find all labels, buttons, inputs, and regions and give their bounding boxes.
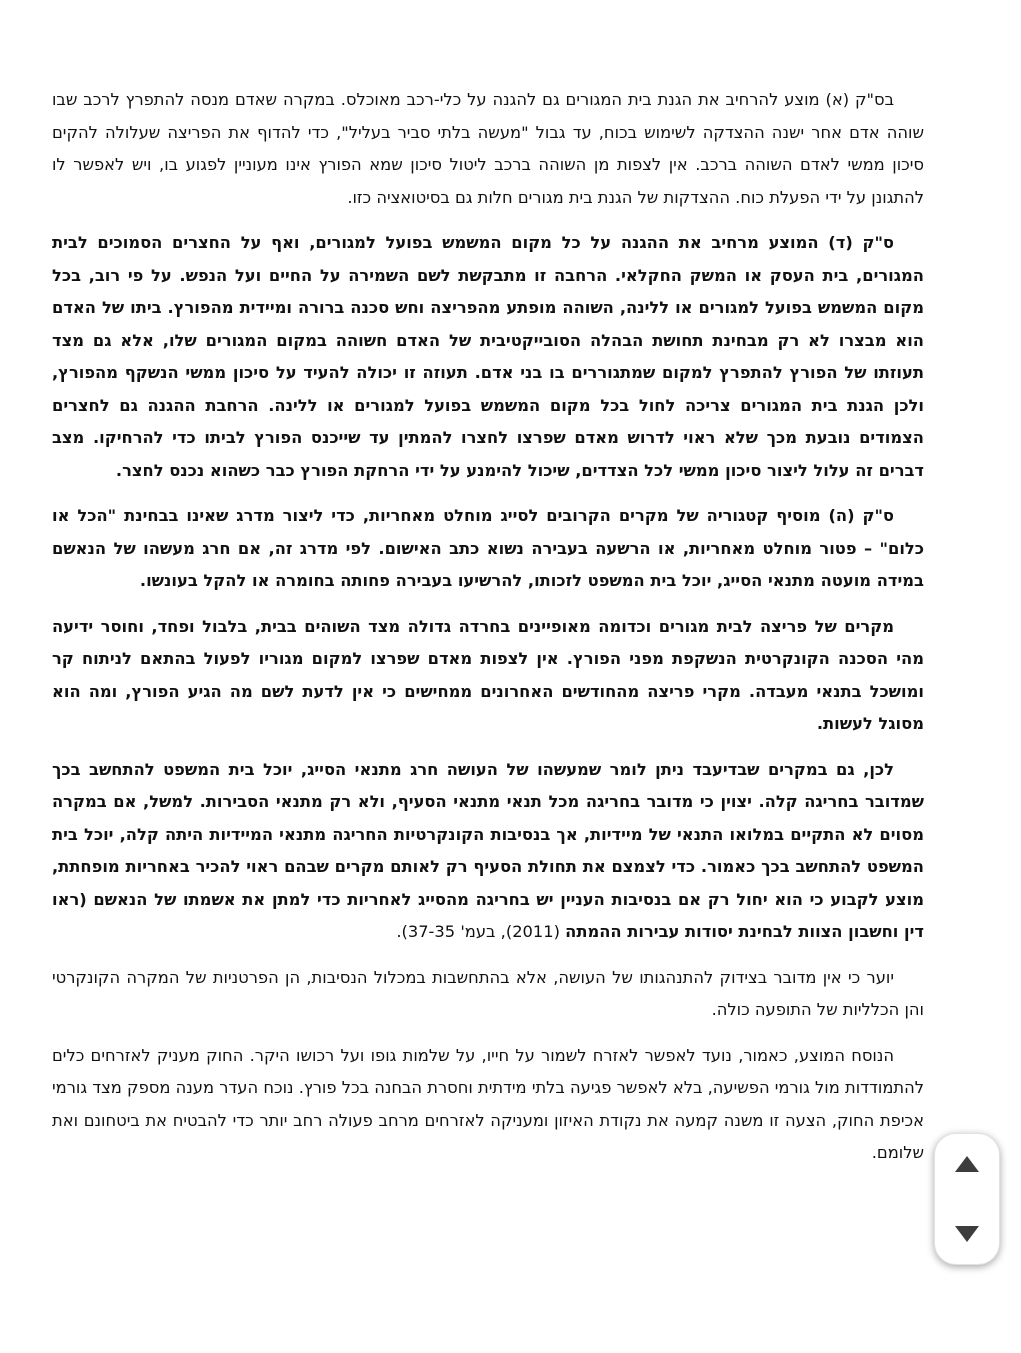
paragraph-2: ס"ק (ד) המוצע מרחיב את ההגנה על כל מקום המשמש בפועל למגורים, ואף על החצרים הסמוכים לבית המגורים, בית העסק או המשק החקלאי. הרחבה זו מתבקשת לשם השמירה על החיים ועל הנפש. על פי רוב, בכל מקום המשמש בפועל למגורים או ללינה, השוהה מופתע מהפריצה וחש סכנה ברורה ומיידית מהפורץ. ביתו של האדם הוא מבצרו לא רק מבחינת תחושת הבהלה הסובייקטיבית של האדם חשוהה במקום המגורים שלו, אלא גם מצד תעוזתו של הפורץ להתפרץ למקום שמתגוררים בו בני אדם. תעוזה זו יכולה להעיד על סיכון ממשי הנשקף מהפורץ, ולכן הגנת בית המגורים צריכה לחול בכל מקום המשמש בפועל למגורים או ללינה. הרחבת ההגנה גם לחצרים הצמודים נובעת מכך שלא ראוי לדרוש מאדם שפרצו לחצרו להמתין עד שייכנס הפורץ לביתו כדי להרחיקו. מצב דברים זה עלול ליצור סיכון ממשי לכל הצדדים, שיכול להימנע על ידי הרחקת הפורץ כבר כשהוא נכנס לחצר. (52, 233, 924, 480)
citation-book-title: דין וחשבון הצוות לבחינת יסודות עבירות ההמתה (565, 922, 924, 941)
paragraph-1: בס"ק (א) מוצע להרחיב את הגנת בית המגורים גם להגנה על כלי-רכב מאוכלס. במקרה שאדם מנסה להתפרץ לרכב שבו שוהה אדם אחר ישנה ההצדקה לשימוש בכוח, עד גבול "מעשה בלתי סביר בעליל", כדי להדוף את הפריצה שעלולה להקים סיכון ממשי לאדם השוהה ברכב. אין לצפות מן השוהה ברכב ליטול סיכון שמא הפורץ אינו מעוניין לפגוע בו, ויש לאפשר לו להתגונן על ידי הפעלת כוח. ההצדקות של הגנת בית מגורים חלות גם בסיטואציה כזו. (52, 90, 924, 207)
citation-pages: (2011), בעמ' 37-35). (396, 922, 566, 941)
paragraph-4: מקרים של פריצה לבית מגורים וכדומה מאופיינים בחרדה גדולה מצד השוהים בבית, בלבול ופחד, וחוסר ידיעה מהי הסכנה הקונקרטית הנשקפת מפני הפורץ. אין לצפות מאדם שפרצו למקום מגוריו לפעול בהתאם לניתוח קר ומושכל בתנאי מעבדה. מקרי פריצה מהחודשים האחרונים ממחישים כי אין לדעת לשם מה הגיע הפורץ, ומה הוא מסוגל לעשות. (52, 616, 924, 733)
page-navigation-widget (934, 1133, 1000, 1265)
paragraph-3: ס"ק (ה) מוסיף קטגוריה של מקרים הקרובים לסייג מוחלט מאחריות, כדי ליצור מדרג שאינו בבחינת "הכל או כלום" – פטור מוחלט מאחריות, או הרשעה בעבירה נשוא כתב האישום. לפי מדרג זה, אם חרג מעשהו של הנאשם במידה מועטה מתנאי הסייג, יוכל בית המשפט לזכותו, להרשיעו בעבירה פחותה בחומרה או להקל בעונשו. (52, 506, 924, 590)
scroll-up-button[interactable] (951, 1148, 983, 1180)
document-body (52, 84, 924, 1183)
triangle-up-icon (951, 1148, 983, 1180)
paragraph-7: הנוסח המוצע, כאמור, נועד לאפשר לאזרח לשמור על חייו, על שלמות גופו ועל רכושו היקר. החוק מעניק לאזרחים כלים להתמודדות מול גורמי הפשיעה, בלא לאפשר פגיעה בלתי מידתית וחסרת הבחנה בכל פורץ. נוכח העדר מענה מספק מצד גורמי אכיפת החוק, הצעה זו משנה קמעה את נקודת האיזון ומעניקה לאזרחים מרחב פעולה רחב יותר כדי להבטיח את ביטחונם ואת שלומם. (52, 1045, 924, 1162)
triangle-down-icon (951, 1218, 983, 1250)
scroll-down-button[interactable] (951, 1218, 983, 1250)
paragraph-5-text: לכן, גם במקרים שבדיעבד ניתן לומר שמעשהו של העושה חרג מתנאי הסייג, יוכל בית המשפט להתחשב בכך שמדובר בחריגה קלה. יצוין כי מדובר בחריגה מכל תנאי מתנאי הסעיף, ולא רק מתנאי הסבירות. למשל, אם במקרה מסוים לא התקיים במלואו התנאי של מיידיות, אך בנסיבות הקונקרטיות החריגה מתנאי המיידיות היתה קלה, יוכל בית המשפט להתחשב בכך כאמור. כדי לצמצם את תחולת הסעיף רק לאותם מקרים שבהם ראוי להכיר באחריות מופחתת, מוצע לקבוע כי הוא יחול רק אם בנסיבות העניין יש בחריגה מהסייג לאחריות כדי למתן את אשמתו של הנאשם (ראו (52, 759, 924, 909)
paragraph-5 (52, 754, 924, 949)
paragraph-6: יוער כי אין מדובר בצידוק להתנהגותו של העושה, אלא בהתחשבות במכלול הנסיבות, הן הפרטניות של המקרה הקונקרטי והן הכלליות של התופעה כולה. (52, 967, 924, 1019)
